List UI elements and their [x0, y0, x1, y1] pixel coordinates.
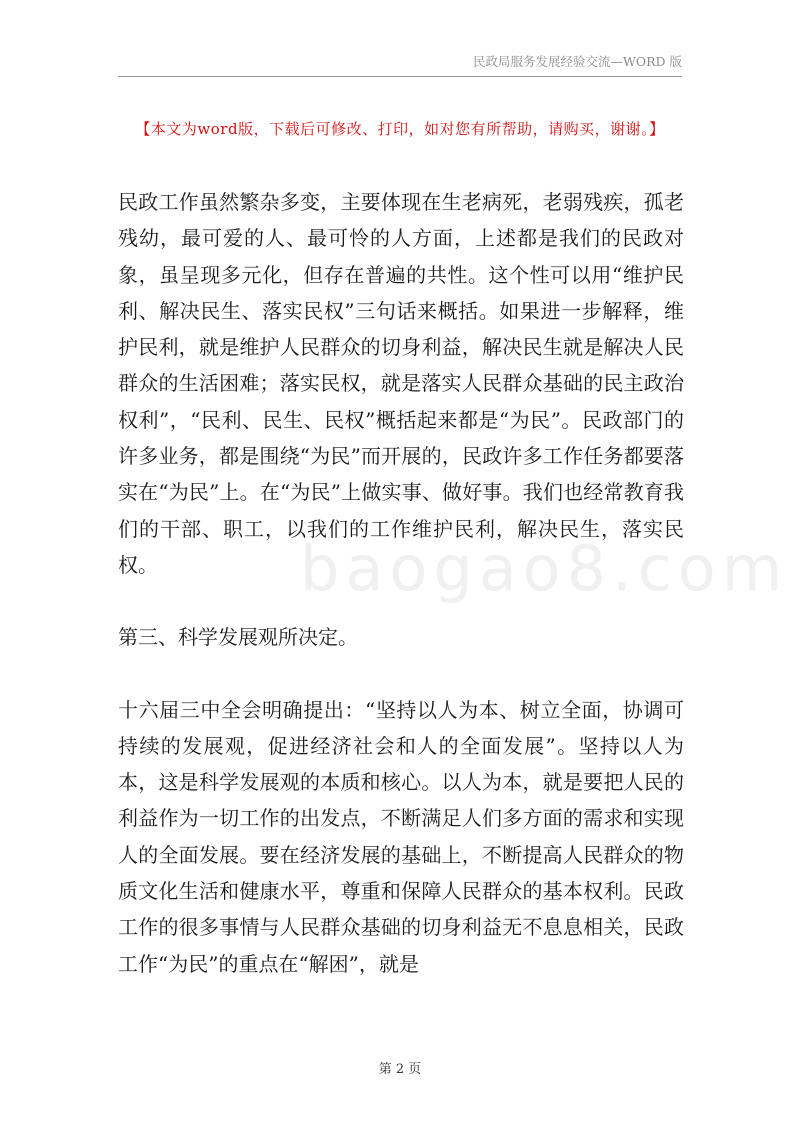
document-body: [118, 184, 684, 982]
body-paragraph: 民政工作虽然繁杂多变，主要体现在生老病死，老弱残疾，孤老残幼，最可爱的人、最可怜的人方面，上述都是我们的民政对象，虽呈现多元化，但存在普遍的共性。这个性可以用“维护民利、解决民生、落实民权”三句话来概括。如果进一步解释，维护民利，就是维护人民群众的切身利益，解决民生就是解决人民群众的生活困难；落实民权，就是落实人民群众基础的民主政治权利”，“民利、民生、民权”概括起来都是“为民”。民政部门的许多业务，都是围绕“为民”而开展的，民政许多工作任务都要落实在“为民”上。在“为民”上做实事、做好事。我们也经常教育我们的干部、职工，以我们的工作维护民利，解决民生，落实民权。: [118, 190, 684, 577]
page-number: 第 2 页: [378, 1062, 422, 1077]
page-header: [118, 52, 682, 77]
body-paragraph: 十六届三中全会明确提出：“坚持以人为本、树立全面，协调可持续的发展观，促进经济社会和人的全面发展”。坚持以人为本，这是科学发展观的本质和核心。以人为本，就是要把人民的利益作为一切工作的出发点，不断满足人们多方面的需求和实现人的全面发展。要在经济发展的基础上，不断提高人民群众的物质文化生活和健康水平，尊重和保障人民群众的基本权利。民政工作的很多事情与人民群众基础的切身利益无不息息相关，民政工作“为民”的重点在“解困”，就是: [118, 697, 684, 976]
header-title: 民政局服务发展经验交流—WORD 版: [472, 54, 682, 69]
purchase-notice: 【本文为word版，下载后可修改、打印，如对您有所帮助，请购买，谢谢。】: [135, 120, 665, 138]
watermark: baogao8.com: [300, 532, 789, 605]
section-heading: 第三、科学发展观所决定。: [118, 625, 358, 650]
